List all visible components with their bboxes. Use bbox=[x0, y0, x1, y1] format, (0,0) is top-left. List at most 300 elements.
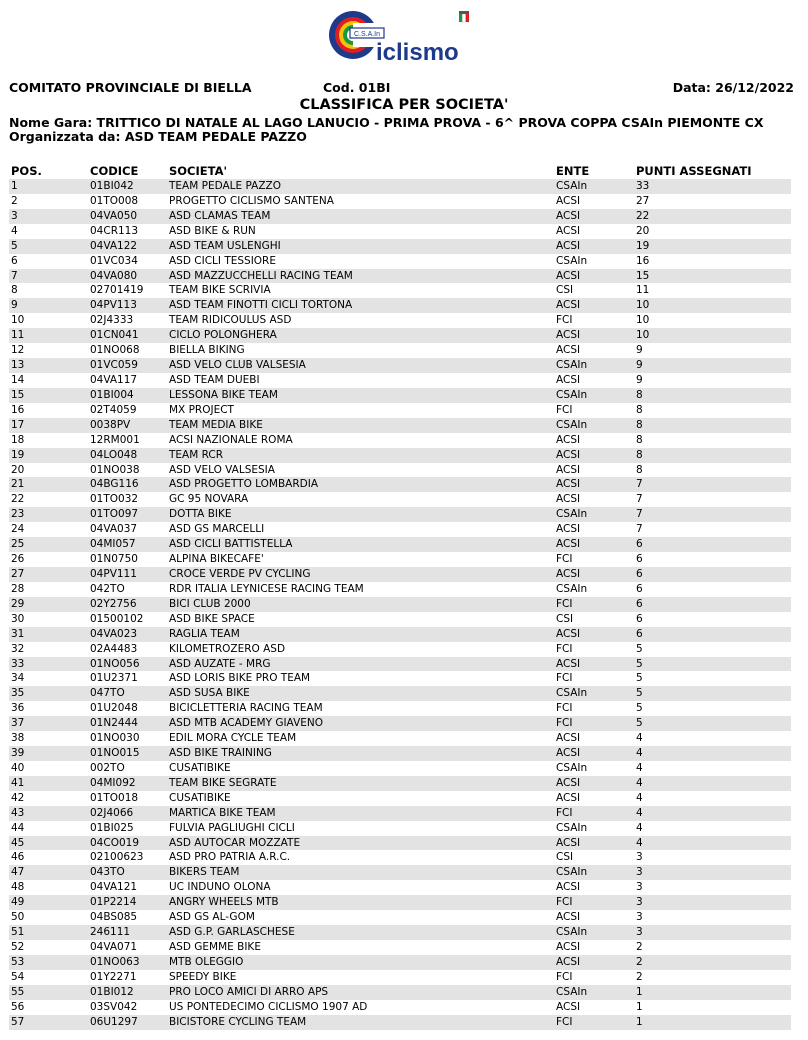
table-row bbox=[9, 463, 791, 478]
codice-cell: 06U1297 bbox=[90, 1015, 138, 1028]
table-row bbox=[9, 418, 791, 433]
pos-cell: 11 bbox=[11, 329, 25, 342]
societa-cell: ASD VELO VALSESIA bbox=[169, 463, 275, 476]
societa-cell: CUSATIBIKE bbox=[169, 761, 231, 774]
pos-cell: 4 bbox=[11, 224, 18, 237]
ente-cell: ACSI bbox=[556, 955, 581, 968]
societa-cell: BICI CLUB 2000 bbox=[169, 597, 251, 610]
punti-cell: 10 bbox=[636, 314, 650, 327]
table-row bbox=[9, 940, 791, 955]
societa-cell: ASD LORIS BIKE PRO TEAM bbox=[169, 672, 311, 685]
table-row bbox=[9, 194, 791, 209]
table-row bbox=[9, 910, 791, 925]
societa-cell: ASD VELO CLUB VALSESIA bbox=[169, 359, 306, 372]
data-label: Data: 26/12/2022 bbox=[672, 80, 794, 95]
punti-cell: 5 bbox=[636, 657, 643, 670]
pos-cell: 31 bbox=[11, 627, 25, 640]
codice-cell: 01VC034 bbox=[90, 254, 138, 267]
punti-cell: 3 bbox=[636, 926, 643, 939]
codice-cell: 01NO068 bbox=[90, 344, 140, 357]
table-row bbox=[9, 298, 791, 313]
punti-cell: 7 bbox=[636, 478, 643, 491]
punti-cell: 2 bbox=[636, 970, 643, 983]
ente-cell: FCI bbox=[556, 717, 573, 730]
ente-cell: FCI bbox=[556, 896, 573, 909]
codice-cell: 02A4483 bbox=[90, 642, 138, 655]
table-row bbox=[9, 716, 791, 731]
punti-cell: 6 bbox=[636, 553, 643, 566]
punti-cell: 4 bbox=[636, 732, 643, 745]
ente-cell: ACSI bbox=[556, 463, 581, 476]
societa-cell: TEAM RIDICOULUS ASD bbox=[169, 314, 292, 327]
svg-text:iclismo: iclismo bbox=[376, 39, 459, 64]
ente-cell: ACSI bbox=[556, 1000, 581, 1013]
ente-cell: CSI bbox=[556, 851, 574, 864]
punti-cell: 8 bbox=[636, 433, 643, 446]
punti-cell: 27 bbox=[636, 194, 650, 207]
ente-cell: FCI bbox=[556, 597, 573, 610]
codice-cell: 01500102 bbox=[90, 612, 144, 625]
table-row bbox=[9, 836, 791, 851]
svg-text:C.S.A.In: C.S.A.In bbox=[353, 31, 381, 38]
pos-cell: 36 bbox=[11, 702, 25, 715]
societa-cell: ASD BIKE SPACE bbox=[169, 612, 255, 625]
societa-cell: MTB OLEGGIO bbox=[169, 955, 244, 968]
table-row bbox=[9, 671, 791, 686]
codice-cell: 02100623 bbox=[90, 851, 144, 864]
ente-cell: ACSI bbox=[556, 433, 581, 446]
table-row bbox=[9, 313, 791, 328]
punti-cell: 2 bbox=[636, 941, 643, 954]
pos-cell: 40 bbox=[11, 761, 25, 774]
codice-cell: 01TO097 bbox=[90, 508, 139, 521]
punti-cell: 6 bbox=[636, 612, 643, 625]
codice-cell: 002TO bbox=[90, 761, 125, 774]
societa-cell: ASD BIKE TRAINING bbox=[169, 747, 272, 760]
pos-cell: 9 bbox=[11, 299, 18, 312]
ente-cell: FCI bbox=[556, 702, 573, 715]
codice-cell: 0038PV bbox=[90, 418, 131, 431]
punti-cell: 6 bbox=[636, 538, 643, 551]
ente-cell: ACSI bbox=[556, 791, 581, 804]
codice-cell: 04VA122 bbox=[90, 239, 138, 252]
pos-cell: 28 bbox=[11, 582, 25, 595]
table-row bbox=[9, 567, 791, 582]
classifica-table bbox=[9, 179, 791, 1030]
codice-cell: 01BI025 bbox=[90, 821, 134, 834]
punti-cell: 4 bbox=[636, 806, 643, 819]
punti-cell: 8 bbox=[636, 448, 643, 461]
pos-cell: 1 bbox=[11, 180, 18, 192]
codice-cell: 04CR113 bbox=[90, 224, 139, 237]
codice-cell: 04PV113 bbox=[90, 299, 137, 312]
codice-cell: 01NO063 bbox=[90, 955, 140, 968]
col-header-pos: POS. bbox=[11, 164, 42, 178]
table-row bbox=[9, 224, 791, 239]
pos-cell: 24 bbox=[11, 523, 25, 536]
pos-cell: 8 bbox=[11, 284, 18, 297]
table-row bbox=[9, 477, 791, 492]
societa-cell: KILOMETROZERO ASD bbox=[169, 642, 286, 655]
societa-cell: ASD PROGETTO LOMBARDIA bbox=[169, 478, 319, 491]
pos-cell: 26 bbox=[11, 553, 25, 566]
table-row bbox=[9, 179, 791, 194]
societa-cell: DOTTA BIKE bbox=[169, 508, 232, 521]
pos-cell: 14 bbox=[11, 373, 25, 386]
codice-cell: 01VC059 bbox=[90, 359, 138, 372]
punti-cell: 9 bbox=[636, 373, 643, 386]
codice-cell: 01TO018 bbox=[90, 791, 139, 804]
societa-cell: ASD CICLI BATTISTELLA bbox=[169, 538, 293, 551]
societa-cell: ASD CLAMAS TEAM bbox=[169, 209, 271, 222]
ente-cell: ACSI bbox=[556, 344, 581, 357]
societa-cell: PRO LOCO AMICI DI ARRO APS bbox=[169, 985, 329, 998]
codice-cell: 04VA023 bbox=[90, 627, 138, 640]
table-row bbox=[9, 358, 791, 373]
societa-cell: BIKERS TEAM bbox=[169, 866, 240, 879]
societa-cell: ASD TEAM USLENGHI bbox=[169, 239, 281, 252]
punti-cell: 22 bbox=[636, 209, 650, 222]
ente-cell: CSAIn bbox=[556, 985, 588, 998]
ente-cell: ACSI bbox=[556, 373, 581, 386]
pos-cell: 39 bbox=[11, 747, 25, 760]
ente-cell: ACSI bbox=[556, 329, 581, 342]
punti-cell: 7 bbox=[636, 508, 643, 521]
punti-cell: 5 bbox=[636, 672, 643, 685]
table-row bbox=[9, 582, 791, 597]
punti-cell: 19 bbox=[636, 239, 650, 252]
punti-cell: 4 bbox=[636, 761, 643, 774]
ente-cell: CSAIn bbox=[556, 926, 588, 939]
codice-cell: 01TO008 bbox=[90, 194, 139, 207]
ente-cell: CSAIn bbox=[556, 508, 588, 521]
ente-cell: CSAIn bbox=[556, 582, 588, 595]
table-row bbox=[9, 1015, 791, 1030]
societa-cell: LESSONA BIKE TEAM bbox=[169, 388, 278, 401]
table-row bbox=[9, 865, 791, 880]
pos-cell: 6 bbox=[11, 254, 18, 267]
ente-cell: ACSI bbox=[556, 224, 581, 237]
table-row bbox=[9, 283, 791, 298]
societa-cell: BIELLA BIKING bbox=[169, 344, 245, 357]
codice-cell: 04MI057 bbox=[90, 538, 136, 551]
codice-cell: 04VA050 bbox=[90, 209, 138, 222]
table-row bbox=[9, 731, 791, 746]
punti-cell: 9 bbox=[636, 344, 643, 357]
ente-cell: CSAIn bbox=[556, 866, 588, 879]
ente-cell: CSAIn bbox=[556, 254, 588, 267]
ente-cell: FCI bbox=[556, 403, 573, 416]
codice-cell: 04VA121 bbox=[90, 881, 138, 894]
pos-cell: 51 bbox=[11, 926, 25, 939]
codice-cell: 04VA080 bbox=[90, 269, 138, 282]
societa-cell: ASD GEMME BIKE bbox=[169, 941, 261, 954]
ente-cell: ACSI bbox=[556, 836, 581, 849]
societa-cell: TEAM BIKE SEGRATE bbox=[169, 776, 277, 789]
pos-cell: 15 bbox=[11, 388, 25, 401]
punti-cell: 8 bbox=[636, 418, 643, 431]
punti-cell: 33 bbox=[636, 180, 650, 192]
table-row bbox=[9, 776, 791, 791]
table-row bbox=[9, 985, 791, 1000]
punti-cell: 2 bbox=[636, 955, 643, 968]
table-row bbox=[9, 492, 791, 507]
table-row bbox=[9, 925, 791, 940]
codice-cell: 12RM001 bbox=[90, 433, 140, 446]
codice-cell: 01NO015 bbox=[90, 747, 140, 760]
codice-cell: 01P2214 bbox=[90, 896, 137, 909]
pos-cell: 29 bbox=[11, 597, 25, 610]
punti-cell: 10 bbox=[636, 299, 650, 312]
pos-cell: 44 bbox=[11, 821, 25, 834]
punti-cell: 1 bbox=[636, 1000, 643, 1013]
table-row bbox=[9, 269, 791, 284]
table-row bbox=[9, 388, 791, 403]
table-row bbox=[9, 657, 791, 672]
ente-cell: CSAIn bbox=[556, 359, 588, 372]
table-row bbox=[9, 1000, 791, 1015]
pos-cell: 20 bbox=[11, 463, 25, 476]
pos-cell: 55 bbox=[11, 985, 25, 998]
table-row bbox=[9, 343, 791, 358]
pos-cell: 27 bbox=[11, 567, 25, 580]
codice-cell: 01BI012 bbox=[90, 985, 134, 998]
ente-cell: FCI bbox=[556, 672, 573, 685]
societa-cell: ASD PRO PATRIA A.R.C. bbox=[169, 851, 291, 864]
pos-cell: 57 bbox=[11, 1015, 25, 1028]
ente-cell: ACSI bbox=[556, 194, 581, 207]
societa-cell: ASD GS AL-GOM bbox=[169, 911, 255, 924]
pos-cell: 25 bbox=[11, 538, 25, 551]
societa-cell: ASD GS MARCELLI bbox=[169, 523, 265, 536]
ente-cell: ACSI bbox=[556, 269, 581, 282]
ente-cell: ACSI bbox=[556, 493, 581, 506]
codice-cell: 04MI092 bbox=[90, 776, 136, 789]
societa-cell: GC 95 NOVARA bbox=[169, 493, 249, 506]
pos-cell: 23 bbox=[11, 508, 25, 521]
ciclismo-logo bbox=[326, 8, 476, 64]
punti-cell: 8 bbox=[636, 403, 643, 416]
societa-cell: BICICLETTERIA RACING TEAM bbox=[169, 702, 323, 715]
ente-cell: ACSI bbox=[556, 448, 581, 461]
societa-cell: EDIL MORA CYCLE TEAM bbox=[169, 732, 297, 745]
punti-cell: 4 bbox=[636, 836, 643, 849]
pos-cell: 32 bbox=[11, 642, 25, 655]
punti-cell: 3 bbox=[636, 911, 643, 924]
punti-cell: 4 bbox=[636, 776, 643, 789]
table-row bbox=[9, 880, 791, 895]
punti-cell: 6 bbox=[636, 627, 643, 640]
codice-cell: 02T4059 bbox=[90, 403, 137, 416]
table-row bbox=[9, 328, 791, 343]
codice-cell: 01TO032 bbox=[90, 493, 139, 506]
ente-cell: CSAIn bbox=[556, 687, 588, 700]
pos-cell: 18 bbox=[11, 433, 25, 446]
codice-cell: 02701419 bbox=[90, 284, 144, 297]
pos-cell: 34 bbox=[11, 672, 25, 685]
societa-cell: TEAM BIKE SCRIVIA bbox=[169, 284, 271, 297]
societa-cell: UC INDUNO OLONA bbox=[169, 881, 271, 894]
table-row bbox=[9, 254, 791, 269]
table-row bbox=[9, 850, 791, 865]
table-row bbox=[9, 970, 791, 985]
table-row bbox=[9, 791, 791, 806]
pos-cell: 2 bbox=[11, 194, 18, 207]
pos-cell: 56 bbox=[11, 1000, 25, 1013]
table-row bbox=[9, 686, 791, 701]
pos-cell: 35 bbox=[11, 687, 25, 700]
societa-cell: CUSATIBIKE bbox=[169, 791, 231, 804]
pos-cell: 17 bbox=[11, 418, 25, 431]
ente-cell: CSAIn bbox=[556, 761, 588, 774]
codice-cell: 04VA037 bbox=[90, 523, 138, 536]
societa-cell: RDR ITALIA LEYNICESE RACING TEAM bbox=[169, 582, 364, 595]
codice-cell: 02J4333 bbox=[90, 314, 134, 327]
pos-cell: 13 bbox=[11, 359, 25, 372]
punti-cell: 1 bbox=[636, 1015, 643, 1028]
punti-cell: 8 bbox=[636, 388, 643, 401]
societa-cell: ASD SUSA BIKE bbox=[169, 687, 250, 700]
table-row bbox=[9, 761, 791, 776]
pos-cell: 53 bbox=[11, 955, 25, 968]
table-row bbox=[9, 522, 791, 537]
punti-cell: 5 bbox=[636, 687, 643, 700]
societa-cell: ASD MTB ACADEMY GIAVENO bbox=[169, 717, 324, 730]
ente-cell: ACSI bbox=[556, 538, 581, 551]
ente-cell: ACSI bbox=[556, 627, 581, 640]
societa-cell: TEAM RCR bbox=[169, 448, 224, 461]
codice-comitato: Cod. 01BI bbox=[323, 80, 391, 95]
codice-cell: 01BI004 bbox=[90, 388, 134, 401]
codice-cell: 04VA117 bbox=[90, 373, 138, 386]
pos-cell: 37 bbox=[11, 717, 25, 730]
comitato-label: COMITATO PROVINCIALE DI BIELLA bbox=[9, 80, 252, 95]
table-row bbox=[9, 597, 791, 612]
punti-cell: 4 bbox=[636, 821, 643, 834]
codice-cell: 02Y2756 bbox=[90, 597, 137, 610]
pos-cell: 19 bbox=[11, 448, 25, 461]
codice-cell: 04BG116 bbox=[90, 478, 139, 491]
table-row bbox=[9, 373, 791, 388]
societa-cell: TEAM MEDIA BIKE bbox=[169, 418, 263, 431]
table-row bbox=[9, 955, 791, 970]
ente-cell: ACSI bbox=[556, 657, 581, 670]
ente-cell: FCI bbox=[556, 806, 573, 819]
pos-cell: 45 bbox=[11, 836, 25, 849]
punti-cell: 6 bbox=[636, 597, 643, 610]
table-row bbox=[9, 612, 791, 627]
punti-cell: 16 bbox=[636, 254, 650, 267]
punti-cell: 20 bbox=[636, 224, 650, 237]
codice-cell: 01Y2271 bbox=[90, 970, 137, 983]
codice-cell: 01CN041 bbox=[90, 329, 139, 342]
codice-cell: 04PV111 bbox=[90, 567, 137, 580]
col-header-punti: PUNTI ASSEGNATI bbox=[636, 164, 752, 178]
table-row bbox=[9, 433, 791, 448]
punti-cell: 15 bbox=[636, 269, 650, 282]
codice-cell: 03SV042 bbox=[90, 1000, 138, 1013]
societa-cell: ASD CICLI TESSIORE bbox=[169, 254, 276, 267]
societa-cell: ACSI NAZIONALE ROMA bbox=[169, 433, 293, 446]
pos-cell: 12 bbox=[11, 344, 25, 357]
societa-cell: ANGRY WHEELS MTB bbox=[169, 896, 279, 909]
punti-cell: 5 bbox=[636, 642, 643, 655]
ente-cell: FCI bbox=[556, 1015, 573, 1028]
pos-cell: 52 bbox=[11, 941, 25, 954]
ente-cell: FCI bbox=[556, 314, 573, 327]
punti-cell: 3 bbox=[636, 851, 643, 864]
codice-cell: 02J4066 bbox=[90, 806, 134, 819]
ente-cell: CSI bbox=[556, 612, 574, 625]
nome-gara: Nome Gara: TRITTICO DI NATALE AL LAGO LANUCIO - PRIMA PROVA - 6^ PROVA COPPA CSAIn PIEMONTE CX bbox=[9, 115, 764, 130]
societa-cell: US PONTEDECIMO CICLISMO 1907 AD bbox=[169, 1000, 368, 1013]
codice-cell: 047TO bbox=[90, 687, 125, 700]
pos-cell: 54 bbox=[11, 970, 25, 983]
societa-cell: TEAM PEDALE PAZZO bbox=[169, 180, 281, 192]
ente-cell: CSI bbox=[556, 284, 574, 297]
col-header-codice: CODICE bbox=[90, 164, 139, 178]
punti-cell: 3 bbox=[636, 866, 643, 879]
pos-cell: 48 bbox=[11, 881, 25, 894]
organizzata-da: Organizzata da: ASD TEAM PEDALE PAZZO bbox=[9, 129, 307, 144]
pos-cell: 22 bbox=[11, 493, 25, 506]
ente-cell: ACSI bbox=[556, 776, 581, 789]
societa-cell: ASD TEAM DUEBI bbox=[169, 373, 260, 386]
societa-cell: ASD BIKE & RUN bbox=[169, 224, 256, 237]
table-row bbox=[9, 448, 791, 463]
codice-cell: 042TO bbox=[90, 582, 125, 595]
punti-cell: 11 bbox=[636, 284, 650, 297]
table-row bbox=[9, 209, 791, 224]
societa-cell: ASD G.P. GARLASCHESE bbox=[169, 926, 295, 939]
punti-cell: 8 bbox=[636, 463, 643, 476]
ente-cell: FCI bbox=[556, 642, 573, 655]
societa-cell: FULVIA PAGLIUGHI CICLI bbox=[169, 821, 295, 834]
codice-cell: 04CO019 bbox=[90, 836, 139, 849]
punti-cell: 4 bbox=[636, 791, 643, 804]
pos-cell: 46 bbox=[11, 851, 25, 864]
societa-cell: ASD AUTOCAR MOZZATE bbox=[169, 836, 301, 849]
pos-cell: 49 bbox=[11, 896, 25, 909]
table-row bbox=[9, 806, 791, 821]
ente-cell: ACSI bbox=[556, 239, 581, 252]
ente-cell: ACSI bbox=[556, 941, 581, 954]
pos-cell: 5 bbox=[11, 239, 18, 252]
punti-cell: 6 bbox=[636, 567, 643, 580]
societa-cell: MARTICA BIKE TEAM bbox=[169, 806, 276, 819]
page-title: CLASSIFICA PER SOCIETA' bbox=[299, 97, 509, 113]
pos-cell: 47 bbox=[11, 866, 25, 879]
societa-cell: ASD AUZATE - MRG bbox=[169, 657, 271, 670]
table-row bbox=[9, 507, 791, 522]
codice-cell: 04BS085 bbox=[90, 911, 138, 924]
table-row bbox=[9, 746, 791, 761]
codice-cell: 01N2444 bbox=[90, 717, 138, 730]
societa-cell: CROCE VERDE PV CYCLING bbox=[169, 567, 311, 580]
ente-cell: ACSI bbox=[556, 523, 581, 536]
ente-cell: CSAIn bbox=[556, 418, 588, 431]
societa-cell: SPEEDY BIKE bbox=[169, 970, 237, 983]
pos-cell: 42 bbox=[11, 791, 25, 804]
codice-cell: 01BI042 bbox=[90, 180, 134, 192]
codice-cell: 01NO038 bbox=[90, 463, 140, 476]
ente-cell: ACSI bbox=[556, 732, 581, 745]
ente-cell: ACSI bbox=[556, 567, 581, 580]
pos-cell: 33 bbox=[11, 657, 25, 670]
societa-cell: ASD MAZZUCCHELLI RACING TEAM bbox=[169, 269, 353, 282]
punti-cell: 5 bbox=[636, 702, 643, 715]
pos-cell: 30 bbox=[11, 612, 25, 625]
